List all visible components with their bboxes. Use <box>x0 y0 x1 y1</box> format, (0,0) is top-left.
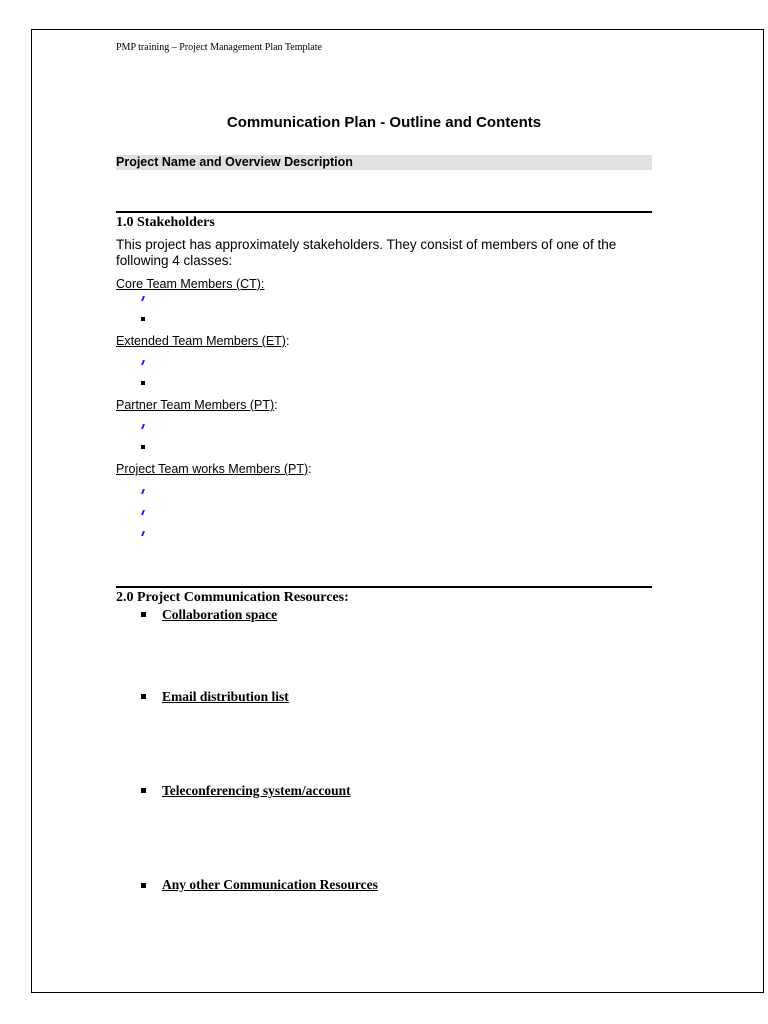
class-extended-team <box>116 334 289 348</box>
bullet-square <box>141 883 146 888</box>
document-title: Communication Plan - Outline and Contents <box>226 114 542 131</box>
section-rule-2 <box>116 586 652 588</box>
class-label: Extended Team Members (ET) <box>116 334 286 348</box>
class-label: Project Team works Members (PT) <box>116 462 309 476</box>
class-suffix: : <box>274 398 278 412</box>
bullet-square <box>141 381 145 385</box>
stakeholders-heading: 1.0 Stakeholders <box>116 215 215 230</box>
bullet-square <box>141 612 146 617</box>
bullet-square <box>141 788 146 793</box>
bullet-square <box>141 317 145 321</box>
class-suffix: : <box>285 334 290 348</box>
resource-item: Teleconferencing system/account <box>162 783 351 798</box>
resource-item: Any other Communication Resources <box>162 877 378 892</box>
class-label: Partner Team Members (PT) <box>116 398 275 412</box>
resources-heading: 2.0 Project Communication Resources: <box>116 590 349 605</box>
class-project-team <box>116 462 312 476</box>
section-rule-1 <box>116 211 652 213</box>
resource-item: Email distribution list <box>162 689 289 704</box>
class-suffix: : <box>308 462 312 476</box>
stakeholders-intro: This project has approximately stakeholders. They consist of members of one of the following 4 classes: <box>116 237 617 268</box>
class-partner-team <box>116 398 278 412</box>
bullet-square <box>141 694 146 699</box>
bullet-square <box>141 445 145 449</box>
class-core-team <box>116 277 264 291</box>
running-header: PMP training – Project Management Plan Template <box>116 42 322 53</box>
overview-label: Project Name and Overview Description <box>116 155 652 170</box>
document-page <box>31 29 764 993</box>
resource-item: Collaboration space <box>162 607 278 622</box>
class-label: Core Team Members (CT): <box>116 277 265 291</box>
